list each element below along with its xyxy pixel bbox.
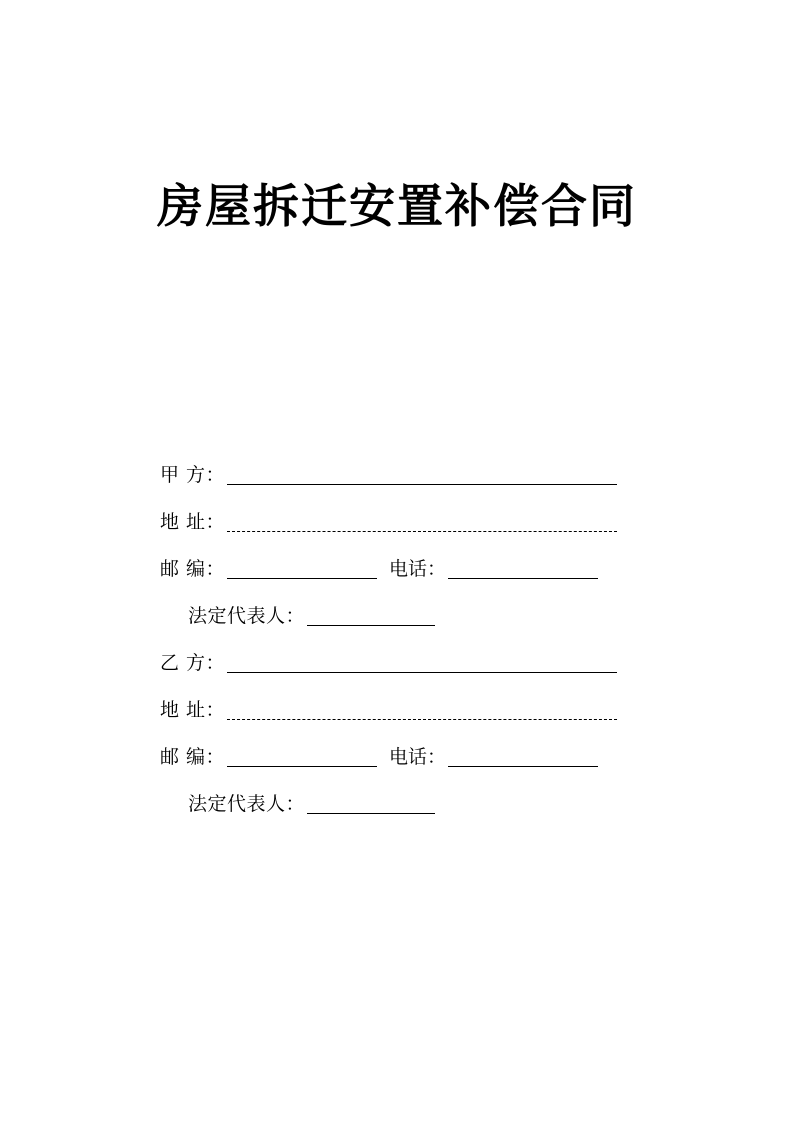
label-party-a: 甲 方： xyxy=(160,464,226,486)
field-row-party-b-postcode-phone xyxy=(160,748,680,767)
label-party-b-legal-rep: 法定代表人： xyxy=(188,793,306,815)
input-party-b-legal-rep[interactable] xyxy=(307,799,435,814)
input-party-a-address[interactable] xyxy=(227,518,617,532)
label-party-a-address: 地 址： xyxy=(160,511,226,533)
field-row-party-b-legal-rep xyxy=(188,795,680,814)
input-party-b-address[interactable] xyxy=(227,706,617,720)
label-party-b-address: 地 址： xyxy=(160,699,226,721)
label-party-b-phone: 电话： xyxy=(389,746,447,768)
input-party-a-phone[interactable] xyxy=(448,564,598,579)
field-row-party-a-address xyxy=(160,513,680,532)
label-party-a-postcode: 邮 编： xyxy=(160,558,226,580)
field-row-party-a-legal-rep xyxy=(188,607,680,626)
input-party-a-legal-rep[interactable] xyxy=(307,611,435,626)
label-party-b: 乙 方： xyxy=(160,652,226,674)
input-party-a-name[interactable] xyxy=(227,470,617,485)
field-row-party-a-name xyxy=(160,466,680,485)
input-party-a-postcode[interactable] xyxy=(227,564,377,579)
party-fields-block xyxy=(160,466,680,842)
page-title: 房屋拆迁安置补偿合同 xyxy=(157,179,637,233)
label-party-a-legal-rep: 法定代表人： xyxy=(188,605,306,627)
input-party-b-name[interactable] xyxy=(227,658,617,673)
field-row-party-a-postcode-phone xyxy=(160,560,680,579)
input-party-b-phone[interactable] xyxy=(448,752,598,767)
label-party-b-postcode: 邮 编： xyxy=(160,746,226,768)
label-party-a-phone: 电话： xyxy=(389,558,447,580)
input-party-b-postcode[interactable] xyxy=(227,752,377,767)
field-row-party-b-name xyxy=(160,654,680,673)
field-row-party-b-address xyxy=(160,701,680,720)
